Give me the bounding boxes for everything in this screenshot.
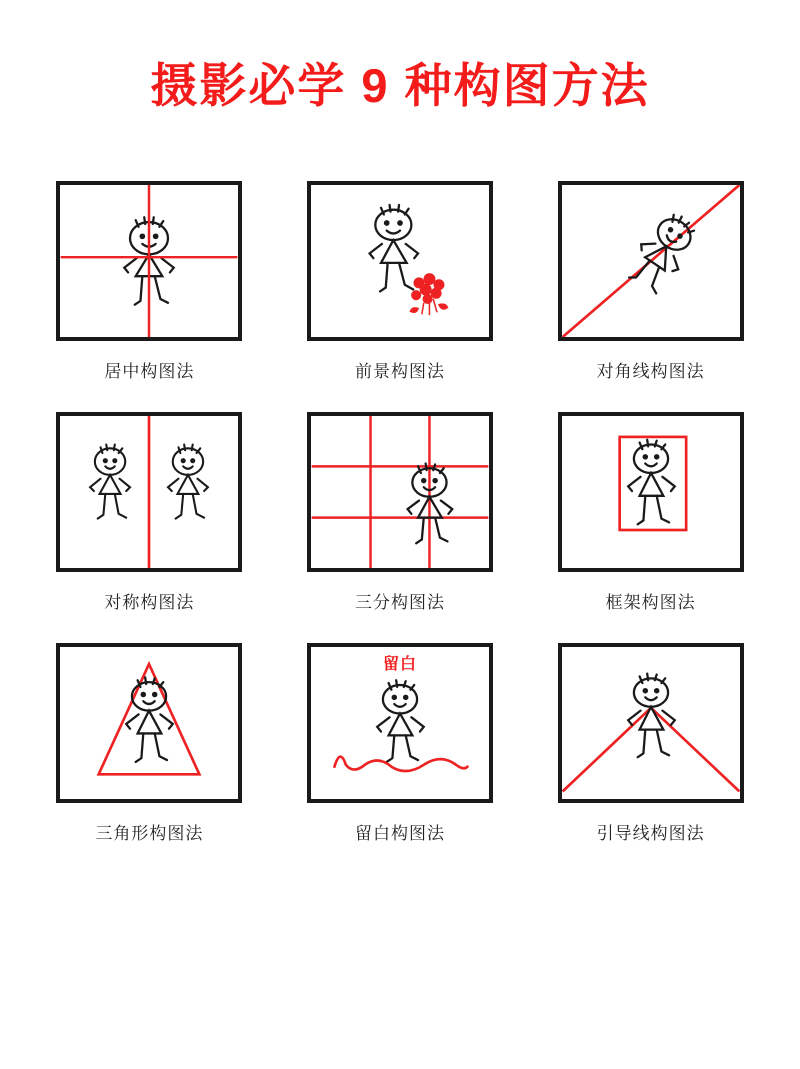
composition-card-thirds <box>275 412 526 613</box>
page-title: 摄影必学 9 种构图方法 <box>150 59 650 112</box>
caption-foreground: 前景构图法 <box>354 362 445 381</box>
caption-negative-space: 留白构图法 <box>354 824 445 843</box>
diagram-frame-thirds <box>307 412 493 572</box>
composition-card-frame <box>525 412 776 613</box>
composition-card-symmetry <box>24 412 275 613</box>
caption-symmetry: 对称构图法 <box>104 593 195 612</box>
diagram-negative-space <box>311 647 489 799</box>
diagram-triangle <box>60 647 238 799</box>
inner-label-negative-space: 留白 <box>382 656 417 673</box>
diagram-frame-foreground <box>307 181 493 341</box>
diagram-rule-of-thirds-grid <box>311 416 489 568</box>
composition-card-triangle <box>24 643 275 844</box>
caption-diagonal: 对角线构图法 <box>596 362 705 381</box>
caption-leading-lines: 引导线构图法 <box>596 824 705 843</box>
diagram-frame-symmetry <box>56 412 242 572</box>
caption-frame: 框架构图法 <box>605 593 696 612</box>
caption-thirds: 三分构图法 <box>354 593 445 612</box>
composition-card-foreground <box>275 181 526 382</box>
diagram-inner-frame <box>562 416 740 568</box>
caption-triangle: 三角形构图法 <box>95 824 204 843</box>
diagram-frame-diagonal <box>558 181 744 341</box>
diagram-frame-triangle <box>56 643 242 803</box>
caption-center: 居中构图法 <box>104 362 195 381</box>
diagram-center-cross <box>60 185 238 337</box>
diagram-symmetry-vertical <box>60 416 238 568</box>
diagram-leading-lines <box>562 647 740 799</box>
diagram-diagonal-line <box>562 185 740 337</box>
diagram-frame-negative-space <box>307 643 493 803</box>
composition-card-center <box>24 181 275 382</box>
diagram-frame-leading-lines <box>558 643 744 803</box>
composition-grid <box>0 181 800 844</box>
diagram-frame-innerframe <box>558 412 744 572</box>
composition-card-leading-lines <box>525 643 776 844</box>
composition-card-negative-space <box>275 643 526 844</box>
diagram-frame-center <box>56 181 242 341</box>
diagram-foreground-flower <box>311 185 489 337</box>
composition-card-diagonal <box>525 181 776 382</box>
